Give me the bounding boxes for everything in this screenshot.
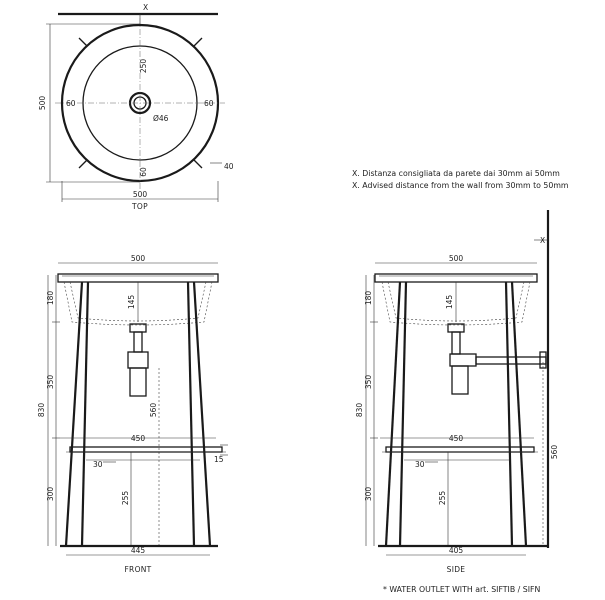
front-dim-shelf: 450 — [130, 434, 146, 443]
front-sink-top — [58, 274, 218, 282]
side-dim-350: 350 — [364, 374, 373, 390]
top-leg-tr — [194, 38, 202, 46]
front-dim-180: 180 — [46, 290, 55, 306]
top-dim-60-right: 60 — [204, 99, 214, 108]
note-italian: X. Distanza consigliata da parete dai 30mm ai 50mm — [352, 169, 560, 178]
front-dim-300: 300 — [46, 486, 55, 502]
front-drain-pipe — [134, 332, 142, 352]
side-dim-830: 830 — [355, 402, 364, 418]
side-shelf — [386, 447, 534, 452]
side-dim-30: 30 — [415, 460, 425, 469]
side-siphon-tail — [452, 366, 468, 394]
front-leg-right-inner — [188, 282, 194, 546]
side-dim-255: 255 — [438, 490, 447, 506]
side-dim-shelf: 450 — [448, 434, 464, 443]
side-leg-right-inner — [506, 282, 512, 546]
top-dim-height: 500 — [38, 95, 47, 111]
front-dim-145: 145 — [127, 294, 136, 310]
side-dim-base: 405 — [448, 546, 464, 555]
top-dim-250: 250 — [139, 58, 148, 74]
front-shelf — [70, 447, 222, 452]
top-wall-gap-label: X — [143, 3, 149, 12]
front-leg-left-outer — [66, 282, 82, 546]
top-view — [38, 3, 234, 211]
top-dim-40: 40 — [224, 162, 234, 171]
side-leg-left-inner — [400, 282, 406, 546]
side-view — [355, 210, 559, 574]
footnote: * WATER OUTLET WITH art. SIFTIB / SIFN — [383, 585, 541, 594]
front-view — [37, 254, 228, 574]
side-view-label: SIDE — [446, 565, 466, 574]
front-dim-350: 350 — [46, 374, 55, 390]
front-dim-15: 15 — [214, 455, 224, 464]
top-dim-width: 500 — [132, 190, 148, 199]
top-leg-bl — [79, 160, 87, 168]
front-dim-30: 30 — [93, 460, 103, 469]
top-dim-60-bottom: 60 — [139, 167, 148, 177]
front-view-label: FRONT — [124, 565, 152, 574]
front-dim-255: 255 — [121, 490, 130, 506]
top-leg-tl — [79, 38, 87, 46]
side-wall-pipe — [476, 357, 546, 364]
side-dim-145: 145 — [445, 294, 454, 310]
front-dim-width: 500 — [130, 254, 146, 263]
top-drain-label: Ø46 — [153, 114, 169, 123]
front-leg-right-outer — [194, 282, 210, 546]
side-siphon-body — [450, 354, 476, 366]
side-dim-560: 560 — [550, 444, 559, 460]
side-wall-gap-label: X — [540, 236, 546, 245]
front-dim-base: 445 — [130, 546, 146, 555]
side-dim-300: 300 — [364, 486, 373, 502]
top-leg-br — [194, 160, 202, 168]
front-leg-left-inner — [82, 282, 88, 546]
side-leg-right-outer — [512, 282, 526, 546]
front-siphon-tail — [130, 368, 146, 396]
top-view-label: TOP — [132, 202, 148, 211]
side-wall-flange — [540, 352, 546, 368]
front-siphon — [128, 352, 148, 368]
front-dim-830: 830 — [37, 402, 46, 418]
side-dim-180: 180 — [364, 290, 373, 306]
side-drain-pipe — [452, 332, 460, 354]
front-dim-560: 560 — [149, 402, 158, 418]
top-dim-60-left: 60 — [66, 99, 76, 108]
side-dim-width: 500 — [448, 254, 464, 263]
side-leg-left-outer — [386, 282, 400, 546]
side-sink-top — [375, 274, 537, 282]
note-english: X. Advised distance from the wall from 30mm to 50mm — [352, 181, 569, 190]
